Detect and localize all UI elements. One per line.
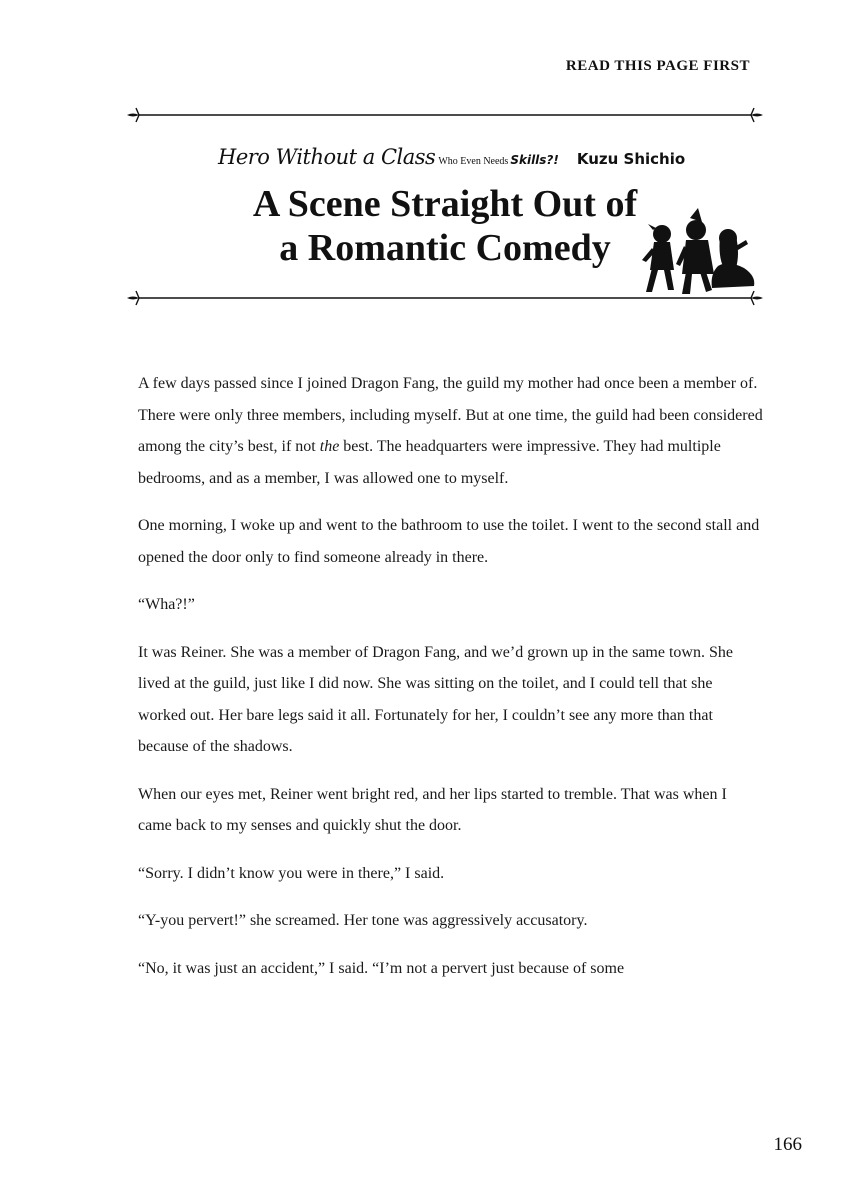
paragraph: “Y-you pervert!” she screamed. Her tone was aggressively accusatory.	[138, 912, 588, 929]
story-body	[138, 368, 763, 1000]
decorative-rule-bottom	[125, 290, 765, 306]
paragraph: A few days passed since I joined Dragon Fang, the guild my mother had once been a member of. There were only three members, including myself. But at one time, the guild had been considered among the city’s best, if not the best. The headquarters were impressive. They had multiple bedrooms, and as a member, I was allowed one to myself.	[138, 375, 763, 487]
page-number: 166	[773, 1134, 802, 1155]
emphasis: the	[319, 438, 340, 455]
decorative-rule-top	[125, 107, 765, 123]
paragraph: One morning, I woke up and went to the bathroom to use the toilet. I went to the second stall and opened the door only to find someone already in there.	[138, 517, 760, 566]
author-name: Kuzu Shichio	[576, 150, 686, 168]
paragraph: “No, it was just an accident,” I said. “I’m not a pervert just because of some	[138, 959, 625, 977]
paragraph: “Wha?!”	[138, 596, 195, 613]
series-heading	[218, 145, 738, 169]
series-subtitle: Who Even Needs	[438, 156, 509, 167]
story-title-line-2: a Romantic Comedy	[279, 227, 611, 269]
paragraph: “Sorry. I didn’t know you were in there,” I said.	[138, 864, 445, 882]
series-title: Hero Without a Class	[218, 145, 436, 169]
paragraph: When our eyes met, Reiner went bright red, and her lips started to tremble. That was when I came back to my senses and quickly shut the door.	[138, 785, 727, 834]
paragraph: It was Reiner. She was a member of Dragon Fang, and we’d grown up in the same town. She lived at the guild, just like I did now. She was sitting on the toilet, and I could tell that she worked out. Her bare legs said it all. Fortunately for her, I couldn’t see any more than that because of the shadows.	[138, 643, 733, 755]
section-label: READ THIS PAGE FIRST	[565, 58, 750, 74]
story-title-line-1: A Scene Straight Out of	[252, 183, 638, 225]
series-subtitle-emphasis: Skills?!	[510, 153, 559, 167]
character-silhouette-illustration	[640, 208, 758, 296]
